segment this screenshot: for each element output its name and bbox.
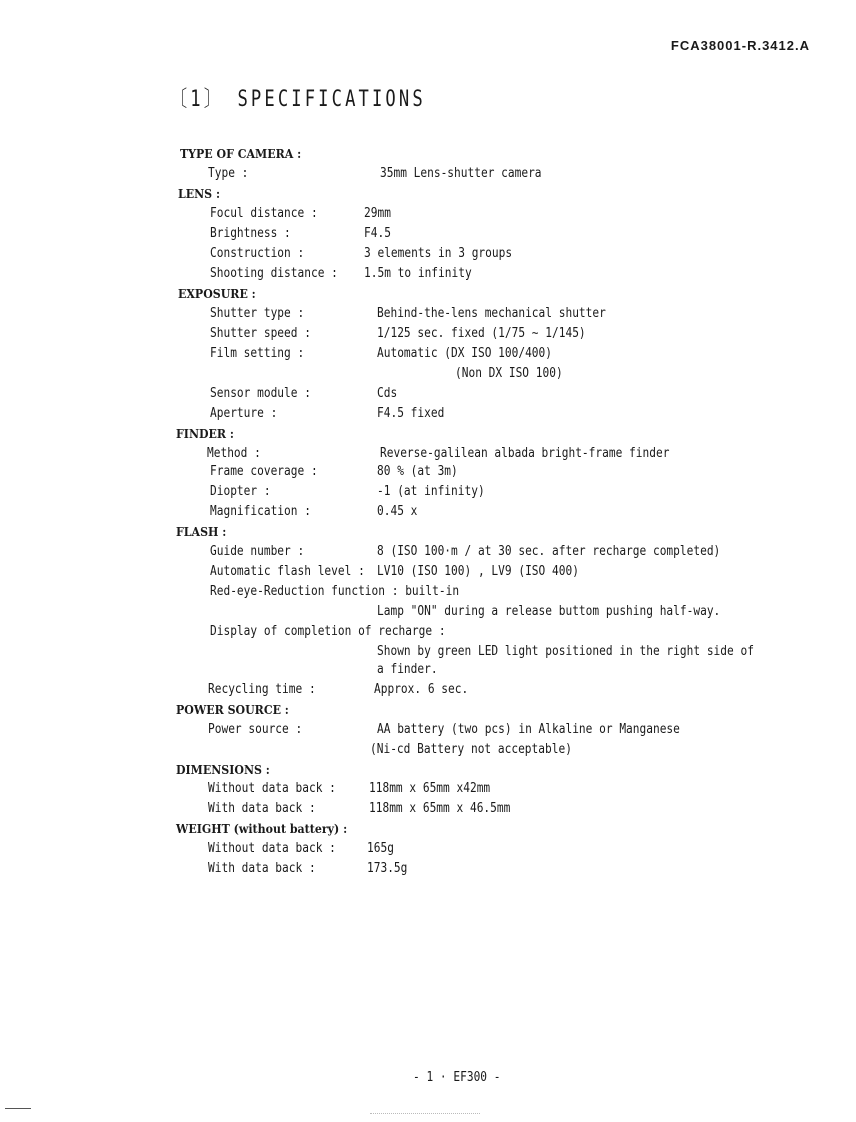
value-dim-with: 118mm x 65mm x 46.5mm (369, 801, 511, 816)
label-guide-number: Guide number : (210, 544, 305, 559)
value-dim-without: 118mm x 65mm x42mm (369, 781, 491, 796)
value-power: AA battery (two pcs) in Alkaline or Manganese (377, 722, 680, 737)
value-brightness: F4.5 (364, 226, 391, 241)
heading-dimensions: DIMENSIONS : (176, 762, 270, 777)
label-diopter: Diopter : (210, 484, 271, 499)
value-shooting: 1.5m to infinity (364, 266, 472, 281)
heading-power: POWER SOURCE : (176, 702, 289, 717)
value-red-eye: Lamp "ON" during a release buttom pushing half-way. (377, 604, 721, 619)
label-type: Type : (208, 166, 249, 181)
value-shutter-speed: 1/125 sec. fixed (1/75 ∼ 1/145) (377, 326, 586, 341)
value-shutter-type: Behind-the-lens mechanical shutter (377, 306, 606, 321)
value-weight-with: 173.5g (367, 861, 408, 876)
value-sensor: Cds (377, 386, 398, 401)
label-focal: Focul distance : (210, 206, 318, 221)
value-auto-flash: LV10 (ISO 100) , LV9 (ISO 400) (377, 564, 579, 579)
label-auto-flash: Automatic flash level : (210, 564, 365, 579)
heading-exposure: EXPOSURE : (178, 286, 256, 301)
label-coverage: Frame coverage : (210, 464, 318, 479)
label-shutter-type: Shutter type : (210, 306, 305, 321)
label-sensor: Sensor module : (210, 386, 311, 401)
label-method: Method : (207, 446, 261, 461)
label-dim-without: Without data back : (208, 781, 336, 796)
heading-flash: FLASH : (176, 524, 227, 539)
heading-weight: WEIGHT (without battery) : (176, 821, 348, 836)
value-diopter: -1 (at infinity) (377, 484, 485, 499)
label-weight-without: Without data back : (208, 841, 336, 856)
line-recharge-display: Display of completion of recharge : (210, 624, 446, 639)
label-construction: Construction : (210, 246, 305, 261)
value-magnification: 0.45 x (377, 504, 418, 519)
value-film-non-dx: (Non DX ISO 100) (455, 366, 563, 381)
value-recharge-display-cont: a finder. (377, 662, 438, 677)
label-film: Film setting : (210, 346, 305, 361)
label-power: Power source : (208, 722, 303, 737)
heading-lens: LENS : (178, 186, 221, 201)
label-shooting: Shooting distance : (210, 266, 338, 281)
scan-mark-rule (5, 1108, 31, 1109)
value-guide-number: 8 (ISO 100·m / at 30 sec. after recharge completed) (377, 544, 721, 559)
label-weight-with: With data back : (208, 861, 316, 876)
label-dim-with: With data back : (208, 801, 316, 816)
value-coverage: 80 % (at 3m) (377, 464, 458, 479)
scan-mark-dots (370, 1113, 480, 1114)
value-aperture: F4.5 fixed (377, 406, 445, 421)
line-red-eye: Red-eye-Reduction function : built-in (210, 584, 460, 599)
value-film: Automatic (DX ISO 100/400) (377, 346, 553, 361)
value-type: 35mm Lens-shutter camera (380, 166, 542, 181)
heading-finder: FINDER : (176, 426, 234, 441)
label-aperture: Aperture : (210, 406, 278, 421)
value-weight-without: 165g (367, 841, 394, 856)
label-magnification: Magnification : (210, 504, 311, 519)
value-construction: 3 elements in 3 groups (364, 246, 513, 261)
value-power-note: (Ni-cd Battery not acceptable) (370, 742, 572, 757)
page-footer: - 1 · EF300 - (413, 1070, 501, 1085)
heading-camera: TYPE OF CAMERA : (180, 146, 302, 161)
label-shutter-speed: Shutter speed : (210, 326, 311, 341)
value-method: Reverse-galilean albada bright-frame finder (380, 446, 670, 461)
value-recharge-display: Shown by green LED light positioned in the right side of (377, 644, 754, 659)
page-title: 〔1〕 SPECIFICATIONS (170, 87, 426, 112)
value-recycling: Approx. 6 sec. (374, 682, 469, 697)
value-focal: 29mm (364, 206, 391, 221)
document-code: FCA38001-R.3412.A (670, 38, 810, 53)
label-brightness: Brightness : (210, 226, 291, 241)
label-recycling: Recycling time : (208, 682, 316, 697)
